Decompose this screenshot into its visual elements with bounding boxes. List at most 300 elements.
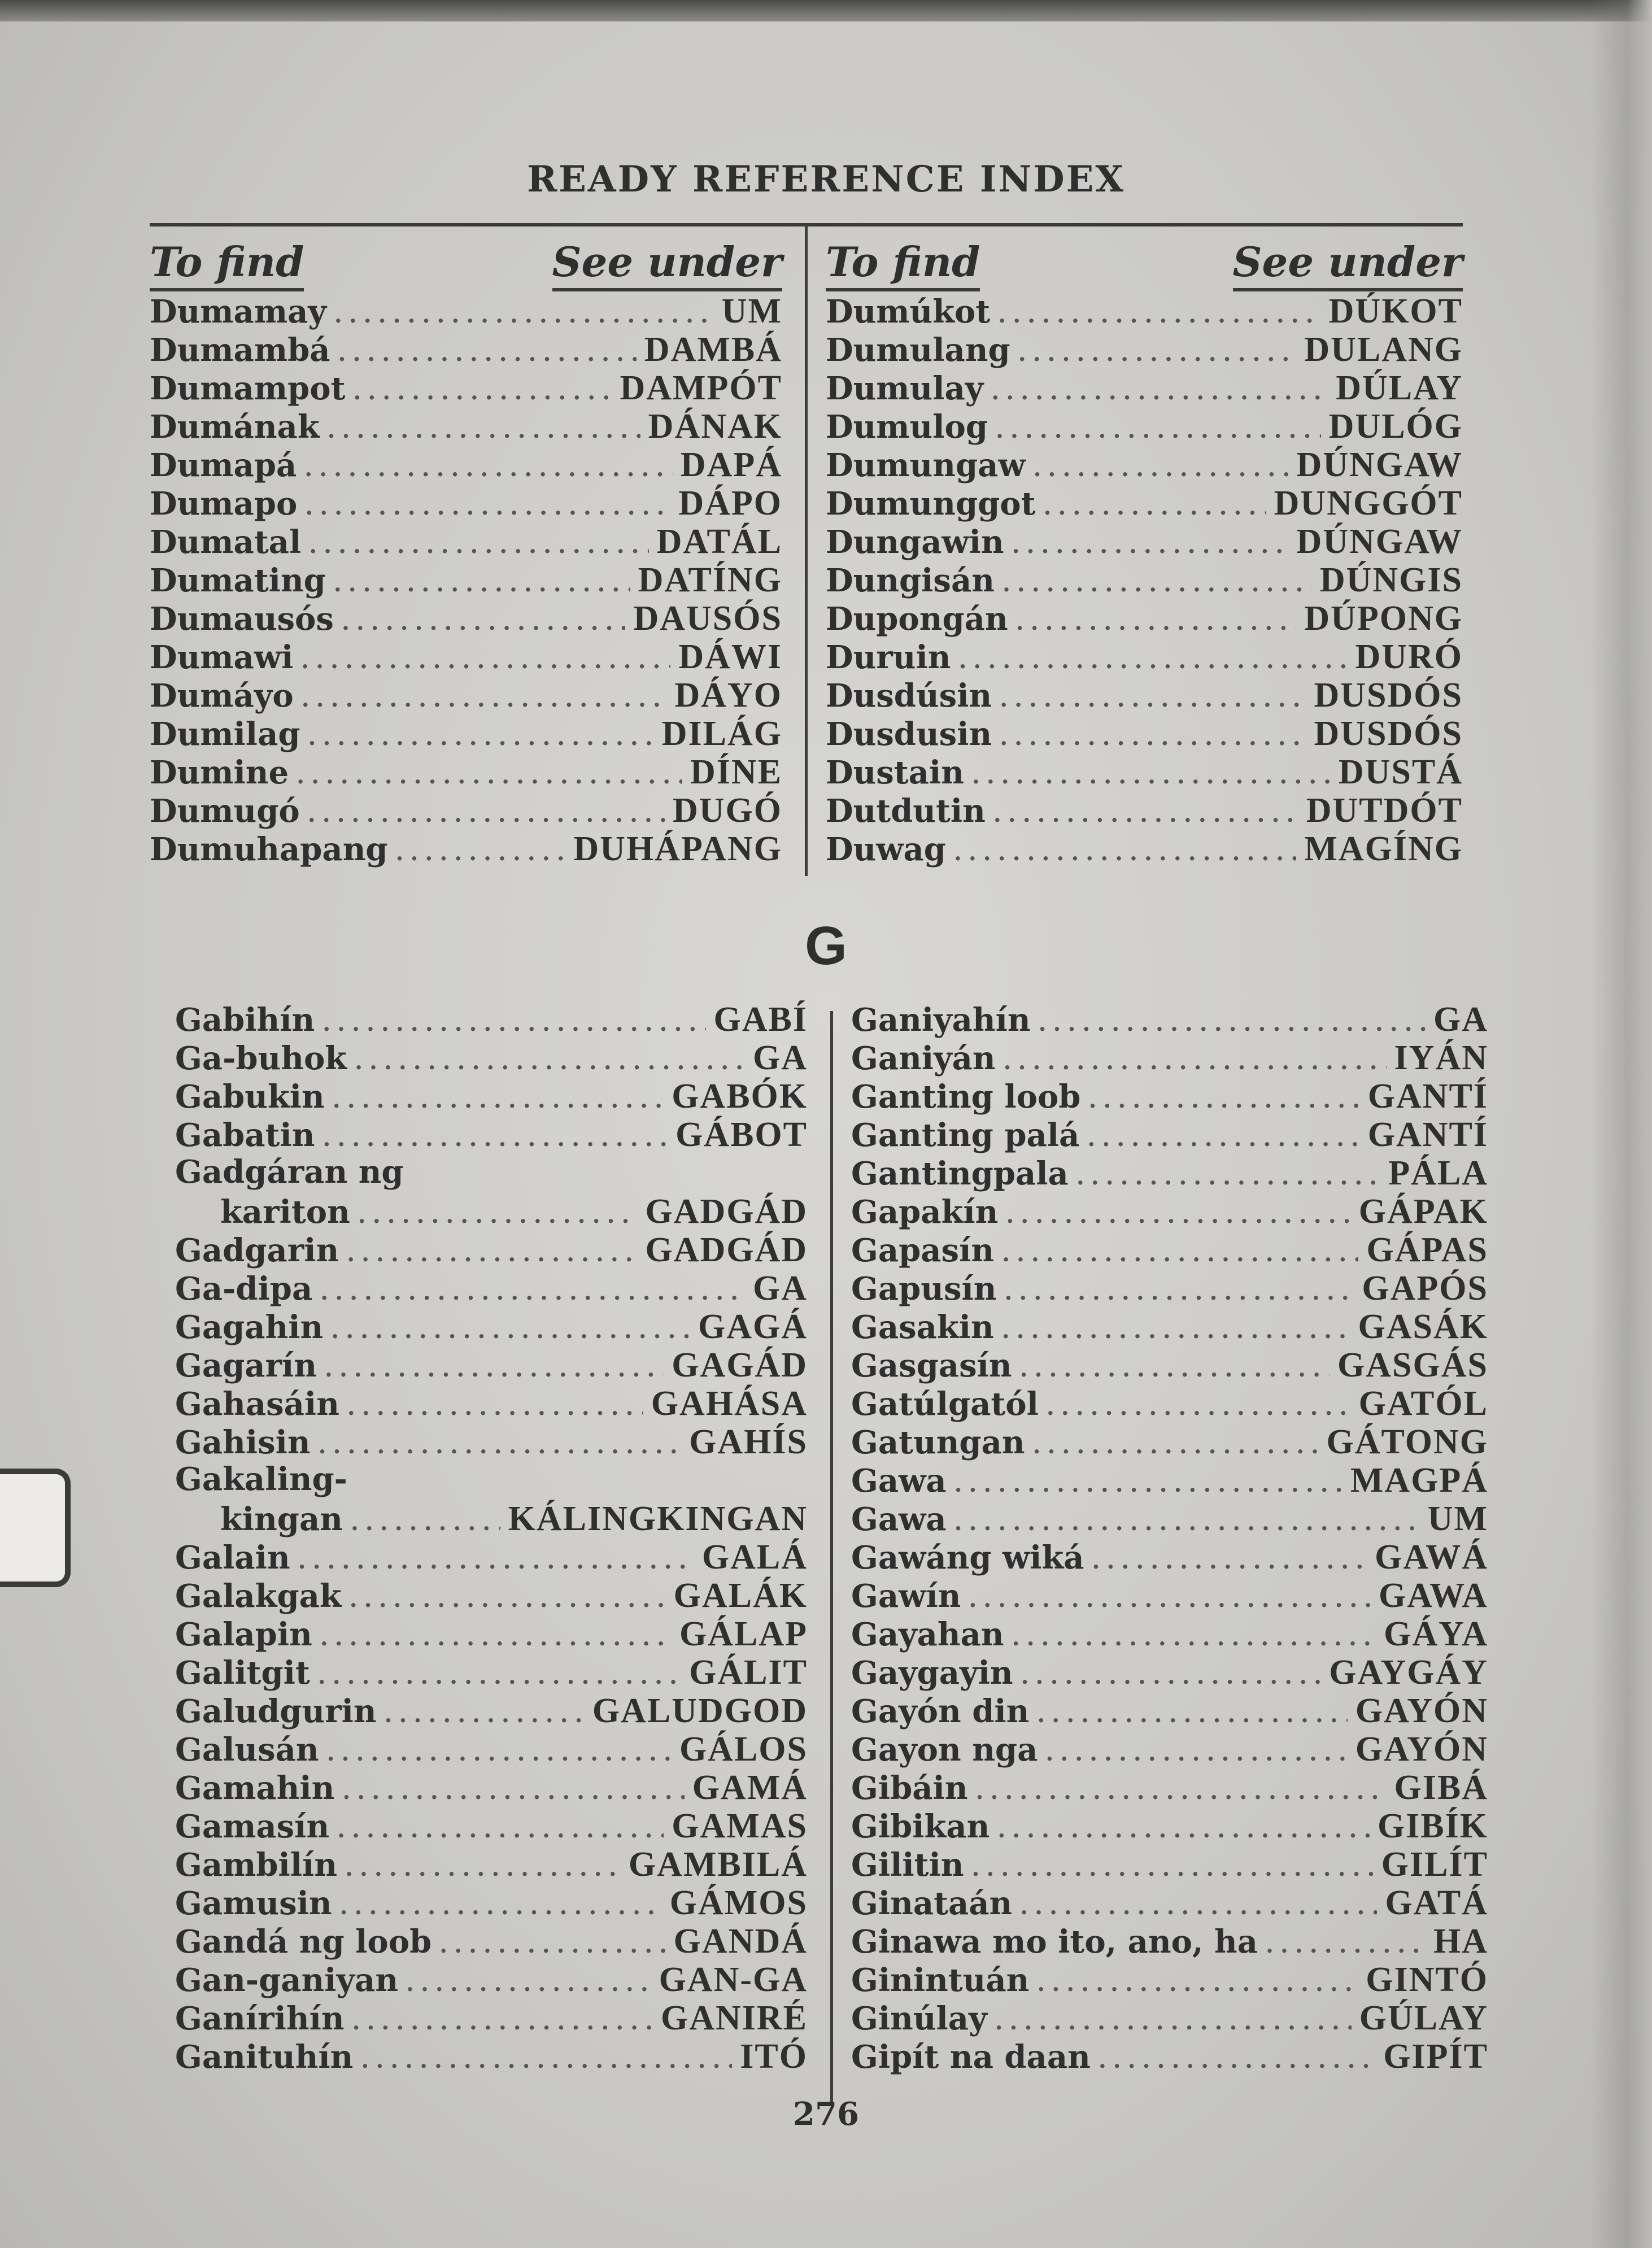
entry-reference: GILÍT <box>1381 1845 1488 1884</box>
index-entry <box>826 791 1463 829</box>
column-divider <box>830 1011 833 2104</box>
leader-dots <box>1006 1202 1350 1228</box>
entry-reference: GIBÁ <box>1394 1768 1488 1807</box>
entry-reference: GÁLAP <box>679 1615 808 1653</box>
index-entry <box>150 368 782 407</box>
entry-term: Dumunggot <box>826 485 1036 522</box>
entry-term: Ginintuán <box>851 1962 1030 1999</box>
index-entry <box>851 1461 1488 1499</box>
entry-term: Dumúkot <box>826 293 991 330</box>
entry-reference: GABÍ <box>713 1000 808 1039</box>
leader-dots <box>334 302 714 328</box>
entry-term: Dumausós <box>150 600 334 638</box>
entry-reference: DAPÁ <box>680 446 782 484</box>
entry-reference: GIBÍK <box>1377 1807 1488 1845</box>
entry-reference: GANTÍ <box>1367 1077 1488 1116</box>
entry-term: Gahisin <box>175 1424 311 1461</box>
entry-term: Gagahin <box>175 1309 324 1346</box>
entry-reference: GAGÁD <box>672 1346 808 1384</box>
entry-term: Dumáyo <box>150 677 294 715</box>
page-right-shadow <box>1590 0 1652 2248</box>
index-entry <box>826 368 1463 407</box>
index-entry <box>851 1845 1488 1883</box>
entry-term: Galakgak <box>175 1578 342 1615</box>
entry-term: Dungisán <box>826 562 995 599</box>
index-entry <box>851 1806 1488 1845</box>
index-entry <box>150 522 782 560</box>
index-entry <box>851 1883 1488 1922</box>
leader-dots <box>308 801 665 827</box>
leader-dots <box>347 1240 637 1267</box>
index-entry <box>851 1537 1488 1576</box>
entry-term: Gamusin <box>175 1885 332 1922</box>
entry-reference: MAGPÁ <box>1350 1461 1488 1500</box>
entry-reference: DULANG <box>1304 330 1463 369</box>
index-entry <box>851 2037 1488 2075</box>
entry-term: Dumilag <box>150 716 300 753</box>
d-left-list <box>150 291 782 868</box>
entry-reference: DÁNAK <box>648 407 782 446</box>
entry-reference: DUNGGÓT <box>1274 484 1463 522</box>
index-entry <box>851 1307 1488 1345</box>
entry-reference: GÁTONG <box>1326 1423 1488 1461</box>
leader-dots <box>1037 1701 1348 1728</box>
leader-dots <box>320 1279 745 1305</box>
leader-dots <box>309 532 648 559</box>
g-left-list <box>175 1000 808 2075</box>
entry-term: Dumamay <box>150 293 326 330</box>
entry-reference: GAGÁ <box>698 1308 808 1346</box>
entry-term: Ginawa mo ito, ano, ha <box>851 1923 1258 1961</box>
leader-dots <box>1020 1356 1330 1382</box>
index-entry <box>175 1806 808 1845</box>
leader-dots <box>352 2009 653 2035</box>
entry-reference: GÁPAS <box>1366 1231 1488 1269</box>
entry-term: Ganírihín <box>175 2000 345 2037</box>
entry-term: Gadgarin <box>175 1232 339 1269</box>
entry-reference: GA <box>1433 1000 1488 1039</box>
index-entry <box>175 2037 808 2075</box>
entry-reference: GAMÁ <box>692 1768 808 1807</box>
leader-dots <box>361 2047 732 2073</box>
entry-reference: UM <box>1427 1500 1488 1538</box>
leader-dots <box>1044 494 1266 520</box>
entry-term: Dumapá <box>150 447 297 484</box>
index-entry <box>150 291 782 330</box>
entry-reference: GÁBOT <box>675 1116 808 1154</box>
leader-dots <box>976 1778 1387 1805</box>
index-entry <box>150 330 782 368</box>
entry-reference: GATÓL <box>1358 1384 1488 1423</box>
leader-dots <box>334 570 630 597</box>
index-entry <box>851 1998 1488 2037</box>
index-entry <box>150 599 782 637</box>
index-entry <box>175 1384 808 1422</box>
see-under-header: See under <box>1233 238 1463 291</box>
index-entry <box>826 829 1463 868</box>
entry-term: Dustain <box>826 754 964 791</box>
index-entry <box>150 560 782 599</box>
entry-reference: DAMPÓT <box>620 369 782 407</box>
entry-term: Dumatal <box>150 524 302 561</box>
leader-dots <box>997 1816 1370 1843</box>
entry-reference: ITÓ <box>740 2037 808 2076</box>
entry-reference: GAMAS <box>672 1807 808 1845</box>
entry-reference: PÁLA <box>1388 1154 1488 1192</box>
d-right-list <box>826 291 1463 868</box>
entry-reference: DULÓG <box>1328 407 1463 446</box>
leader-dots <box>996 417 1321 443</box>
leader-dots <box>322 1125 668 1152</box>
index-entry <box>175 1768 808 1806</box>
entry-term: Gamasín <box>175 1808 330 1845</box>
entry-term: Gan-ganiyan <box>175 1962 399 1999</box>
leader-dots <box>406 1970 651 1997</box>
entry-reference: GINTÓ <box>1366 1961 1488 1999</box>
entry-reference: DÍNE <box>690 753 782 791</box>
index-entry <box>851 1230 1488 1269</box>
entry-term: Galudgurin <box>175 1693 377 1730</box>
entry-term: kariton <box>220 1193 350 1231</box>
index-entry <box>826 560 1463 599</box>
entry-term: Gamahin <box>175 1770 335 1807</box>
leader-dots <box>1012 532 1289 559</box>
entry-term: Ginataán <box>851 1885 1013 1922</box>
entry-term: Dumulay <box>826 370 984 407</box>
entry-term: Galusán <box>175 1731 319 1768</box>
see-under-header: See under <box>552 238 782 291</box>
leader-dots <box>1000 686 1306 712</box>
entry-reference: DILÁG <box>661 715 782 753</box>
index-entry <box>851 1576 1488 1614</box>
entry-term: Ganituhín <box>175 2038 354 2076</box>
index-entry <box>150 483 782 522</box>
entry-term: Gapusín <box>851 1270 997 1308</box>
entry-reference: GAWA <box>1378 1576 1488 1615</box>
index-entry <box>150 676 782 714</box>
leader-dots <box>342 1778 684 1805</box>
entry-reference: DÁWI <box>678 638 782 676</box>
entry-reference: GÁLIT <box>689 1653 808 1692</box>
leader-dots <box>1047 1394 1351 1421</box>
leader-dots <box>1037 1970 1358 1997</box>
leader-dots <box>1034 455 1289 482</box>
entry-reference: DÁYO <box>674 676 782 715</box>
index-entry <box>150 714 782 752</box>
entry-term: Dumulang <box>826 332 1010 369</box>
entry-term: Ga-buhok <box>175 1040 347 1077</box>
entry-reference: UM <box>721 292 782 330</box>
entry-reference: MAGÍNG <box>1304 830 1463 868</box>
leader-dots <box>1087 1125 1359 1152</box>
entry-reference: GÚLAY <box>1359 1999 1488 2037</box>
leader-dots <box>972 763 1331 789</box>
leader-dots <box>297 763 682 789</box>
index-entry <box>175 1307 808 1345</box>
g-left-column <box>175 1000 825 2075</box>
leader-dots <box>1002 1240 1358 1267</box>
index-entry <box>826 330 1463 368</box>
entry-term: Gatúlgatól <box>851 1386 1039 1423</box>
entry-term: Gawa <box>851 1501 947 1538</box>
entry-term: Gayahan <box>851 1616 1004 1653</box>
page-title: READY REFERENCE INDEX <box>526 158 1126 201</box>
entry-reference: KÁLINGKINGAN <box>508 1500 808 1538</box>
entry-reference: GABÓK <box>672 1077 808 1116</box>
entry-term: Dumuhapang <box>150 831 388 868</box>
index-entry <box>851 1960 1488 1998</box>
leader-dots <box>327 1740 672 1766</box>
entry-term: Gipít na daan <box>851 2038 1091 2076</box>
index-entry <box>175 1230 808 1269</box>
leader-dots <box>338 340 637 367</box>
index-entry <box>175 1345 808 1384</box>
entry-term: Gabihín <box>175 1001 315 1039</box>
entry-reference: GASGÁS <box>1337 1346 1488 1384</box>
index-entry <box>826 522 1463 560</box>
leader-dots <box>342 609 626 635</box>
entry-reference: GÁPAK <box>1358 1192 1488 1231</box>
leader-dots <box>308 724 654 751</box>
to-find-header: To find <box>150 238 304 291</box>
entry-term: Dumungaw <box>826 447 1026 484</box>
entry-term: Gantingpala <box>851 1155 1069 1192</box>
index-entry <box>826 637 1463 676</box>
entry-reference: GAMBILÁ <box>628 1845 808 1884</box>
index-entry <box>851 1345 1488 1384</box>
entry-reference: DÚNGAW <box>1296 446 1463 484</box>
entry-term: Dumának <box>150 408 320 446</box>
entry-term: Gapakín <box>851 1193 999 1231</box>
entry-term: Gibáin <box>851 1770 968 1807</box>
index-entry <box>175 1922 808 1960</box>
entry-term: Duwag <box>826 831 946 868</box>
leader-dots <box>1076 1164 1380 1190</box>
leader-dots <box>396 839 566 866</box>
leader-dots <box>351 1509 500 1536</box>
index-entry <box>851 1653 1488 1691</box>
entry-reference: DAMBÁ <box>644 330 782 369</box>
entry-reference: DÚLAY <box>1336 369 1463 407</box>
entry-term: Dusdusin <box>826 716 992 753</box>
leader-dots <box>337 1816 664 1843</box>
index-entry <box>175 1537 808 1576</box>
leader-dots <box>995 2009 1352 2035</box>
leader-dots <box>340 1893 662 1920</box>
index-entry <box>826 407 1463 445</box>
entry-term: Gambilín <box>175 1846 338 1884</box>
entry-term: Ganiyán <box>851 1040 996 1077</box>
index-entry <box>851 1422 1488 1461</box>
entry-reference: GALÁK <box>673 1576 808 1615</box>
index-entry <box>851 1922 1488 1960</box>
index-entry <box>150 829 782 868</box>
entry-reference: DURÓ <box>1355 638 1463 676</box>
entry-term: Dupongán <box>826 600 1008 638</box>
entry-term: Gapasín <box>851 1232 995 1269</box>
entry-reference: GAN-GA <box>659 1961 808 1999</box>
entry-reference: DUGÓ <box>673 791 782 830</box>
entry-reference: GA <box>753 1039 808 1077</box>
entry-term: Dumapo <box>150 485 298 522</box>
index-entry <box>150 791 782 829</box>
index-entry <box>851 1153 1488 1192</box>
index-entry <box>175 1576 808 1614</box>
index-entry <box>851 1691 1488 1729</box>
leader-dots <box>304 455 673 482</box>
index-entry <box>851 1614 1488 1653</box>
entry-reference: GATÁ <box>1385 1884 1488 1922</box>
leader-dots <box>298 1548 694 1574</box>
index-entry <box>851 1115 1488 1153</box>
d-left-column <box>150 226 799 868</box>
index-entry <box>826 676 1463 714</box>
entry-term: Gawa <box>851 1462 947 1500</box>
leader-dots <box>347 1394 643 1421</box>
entry-reference: GÁYA <box>1384 1615 1488 1653</box>
entry-term: Ganting loob <box>851 1078 1081 1116</box>
leader-dots <box>1045 1740 1348 1766</box>
page-tab-marker <box>0 1469 71 1587</box>
entry-term: Ganiyahín <box>851 1001 1031 1039</box>
d-section <box>150 223 1463 868</box>
column-divider <box>805 226 808 876</box>
entry-term: Gadgáran ng <box>175 1153 404 1191</box>
leader-dots <box>320 1624 672 1651</box>
index-entry <box>175 1000 808 1038</box>
entry-term: Dusdúsin <box>826 677 992 715</box>
leader-dots <box>350 1586 666 1613</box>
leader-dots <box>345 1855 621 1881</box>
index-entry <box>150 637 782 676</box>
index-entry <box>175 1461 808 1499</box>
entry-term: Gakaling- <box>175 1461 347 1498</box>
index-entry <box>175 1269 808 1307</box>
index-entry <box>826 483 1463 522</box>
entry-reference: GANIRÉ <box>660 1999 808 2037</box>
leader-dots <box>1021 1663 1322 1689</box>
leader-dots <box>319 1432 682 1459</box>
entry-term: Ginúlay <box>851 2000 987 2037</box>
index-entry <box>175 1883 808 1922</box>
entry-term: Gandá ng loob <box>175 1923 432 1961</box>
leader-dots <box>331 1317 690 1344</box>
index-entry <box>826 291 1463 330</box>
entry-term: Gatungan <box>851 1424 1025 1461</box>
entry-term: Dumawi <box>150 639 294 676</box>
entry-reference: DUHÁPANG <box>573 830 782 868</box>
leader-dots <box>328 417 640 443</box>
index-entry <box>175 1960 808 1998</box>
index-entry <box>851 1269 1488 1307</box>
leader-dots <box>1004 1048 1387 1075</box>
entry-reference: DÚNGAW <box>1296 522 1463 561</box>
entry-reference: DUTDÓT <box>1306 791 1463 830</box>
to-find-header: To find <box>826 238 980 291</box>
leader-dots <box>358 1202 638 1228</box>
entry-term: Gibikan <box>851 1808 990 1845</box>
leader-dots <box>1092 1548 1367 1574</box>
entry-reference: GAWÁ <box>1375 1538 1488 1576</box>
leader-dots <box>1020 1893 1377 1920</box>
leader-dots <box>998 302 1320 328</box>
g-right-column <box>839 1000 1488 2075</box>
entry-term: Gilitin <box>851 1846 964 1884</box>
leader-dots <box>305 494 670 520</box>
entry-reference: GA <box>753 1269 808 1308</box>
index-entry <box>175 1038 808 1077</box>
index-entry <box>826 752 1463 791</box>
entry-reference: GANTÍ <box>1367 1116 1488 1154</box>
entry-reference: DÚNGIS <box>1319 561 1463 599</box>
entry-term: Ganting palá <box>851 1117 1080 1154</box>
entry-term: Gawáng wiká <box>851 1539 1084 1576</box>
leader-dots <box>355 1048 745 1075</box>
index-entry <box>175 1653 808 1691</box>
index-entry <box>150 407 782 445</box>
entry-reference: GAHÍS <box>689 1423 808 1461</box>
d-right-column <box>813 226 1463 868</box>
index-entry <box>851 1729 1488 1768</box>
leader-dots <box>954 1509 1420 1536</box>
entry-reference: DÚKOT <box>1328 292 1463 330</box>
entry-reference: DUSDÓS <box>1314 715 1463 753</box>
entry-reference: GALÁ <box>701 1538 808 1576</box>
entry-term: Dumambá <box>150 332 330 369</box>
entry-term: Gahasáin <box>175 1386 339 1423</box>
leader-dots <box>1088 1087 1359 1113</box>
index-entry <box>826 445 1463 483</box>
entry-term: kingan <box>220 1501 343 1538</box>
index-entry <box>150 445 782 483</box>
entry-term: Duruin <box>826 639 951 676</box>
index-entry <box>851 1192 1488 1230</box>
leader-dots <box>302 686 667 712</box>
index-entry <box>851 1384 1488 1422</box>
entry-reference: DAUSÓS <box>633 599 782 638</box>
column-header <box>150 226 782 291</box>
entry-term: Gagarín <box>175 1347 317 1384</box>
index-entry <box>851 1000 1488 1038</box>
page-top-edge <box>0 0 1652 21</box>
entry-reference: GAYÓN <box>1355 1730 1488 1768</box>
index-entry <box>175 1614 808 1653</box>
index-entry <box>175 1153 808 1192</box>
entry-term: Gasgasín <box>851 1347 1012 1384</box>
leader-dots <box>954 839 1296 866</box>
leader-dots <box>353 378 612 405</box>
entry-term: Dumating <box>150 562 326 599</box>
index-entry <box>826 599 1463 637</box>
entry-reference: GASÁK <box>1358 1308 1488 1346</box>
index-entry <box>175 1077 808 1115</box>
entry-reference: DATÍNG <box>638 561 782 599</box>
entry-reference: DATÁL <box>656 522 782 561</box>
index-entry <box>175 1422 808 1461</box>
entry-term: Gasakin <box>851 1309 994 1346</box>
leader-dots <box>1016 609 1297 635</box>
leader-dots <box>972 1855 1374 1881</box>
entry-reference: HA <box>1433 1922 1488 1961</box>
index-entry <box>175 1998 808 2037</box>
leader-dots <box>333 1087 664 1113</box>
entry-reference: DUSTÁ <box>1338 753 1463 791</box>
entry-term: Dutdutin <box>826 792 986 830</box>
leader-dots <box>325 1356 664 1382</box>
entry-reference: GADGÁD <box>645 1231 808 1269</box>
leader-dots <box>958 647 1347 674</box>
leader-dots <box>322 1010 705 1036</box>
